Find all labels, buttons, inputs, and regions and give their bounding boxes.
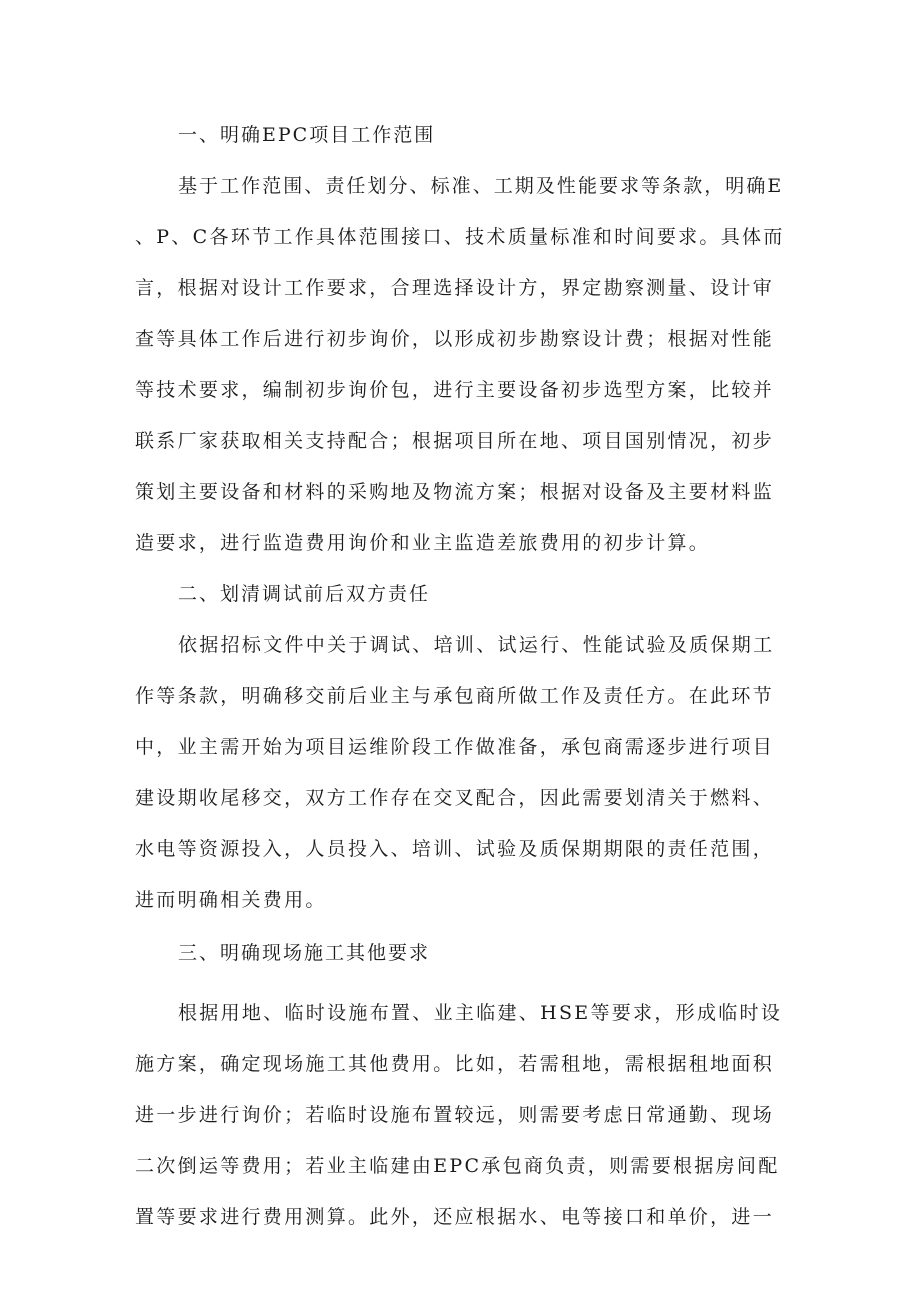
paragraph-line: 查等具体工作后进行初步询价，以形成初步勘察设计费；根据对性能 [135, 328, 775, 350]
section-2-heading: 二、划清调试前后双方责任 [178, 583, 431, 605]
paragraph-line: 建设期收尾移交，双方工作存在交叉配合，因此需要划清关于燃料、 [135, 787, 775, 809]
paragraph-line: 水电等资源投入，人员投入、培训、试验及质保期期限的责任范围， [135, 838, 775, 860]
paragraph-line: 、P、C各环节工作具体范围接口、技术质量标准和时间要求。具体而 [135, 226, 785, 248]
paragraph-line: 基于工作范围、责任划分、标准、工期及性能要求等条款，明确E [178, 175, 784, 197]
paragraph-line: 等技术要求，编制初步询价包，进行主要设备初步选型方案，比较并 [135, 379, 775, 401]
paragraph-line: 造要求，进行监造费用询价和业主监造差旅费用的初步计算。 [135, 532, 711, 554]
paragraph-line: 根据用地、临时设施布置、业主临建、HSE等要求，形成临时设 [178, 1002, 783, 1024]
paragraph-line: 依据招标文件中关于调试、培训、试运行、性能试验及质保期工 [178, 634, 775, 656]
paragraph-line: 中，业主需开始为项目运维阶段工作做准备，承包商需逐步进行项目 [135, 736, 775, 758]
paragraph-line: 置等要求进行费用测算。此外，还应根据水、电等接口和单价，进一 [135, 1206, 775, 1228]
section-3-heading: 三、明确现场施工其他要求 [178, 942, 431, 964]
paragraph-line: 言，根据对设计工作要求，合理选择设计方，界定勘察测量、设计审 [135, 277, 775, 299]
paragraph-line: 二次倒运等费用；若业主临建由EPC承包商负责，则需要根据房间配 [135, 1155, 780, 1177]
paragraph-line: 进一步进行询价；若临时设施布置较远，则需要考虑日常通勤、现场 [135, 1104, 775, 1126]
paragraph-line: 联系厂家获取相关支持配合；根据项目所在地、项目国别情况，初步 [135, 430, 775, 452]
paragraph-line: 进而明确相关费用。 [135, 889, 327, 911]
paragraph-line: 作等条款，明确移交前后业主与承包商所做工作及责任方。在此环节 [135, 685, 775, 707]
paragraph-line: 施方案，确定现场施工其他费用。比如，若需租地，需根据租地面积 [135, 1053, 775, 1075]
section-1-heading: 一、明确EPC项目工作范围 [178, 124, 436, 146]
paragraph-line: 策划主要设备和材料的采购地及物流方案；根据对设备及主要材料监 [135, 481, 775, 503]
